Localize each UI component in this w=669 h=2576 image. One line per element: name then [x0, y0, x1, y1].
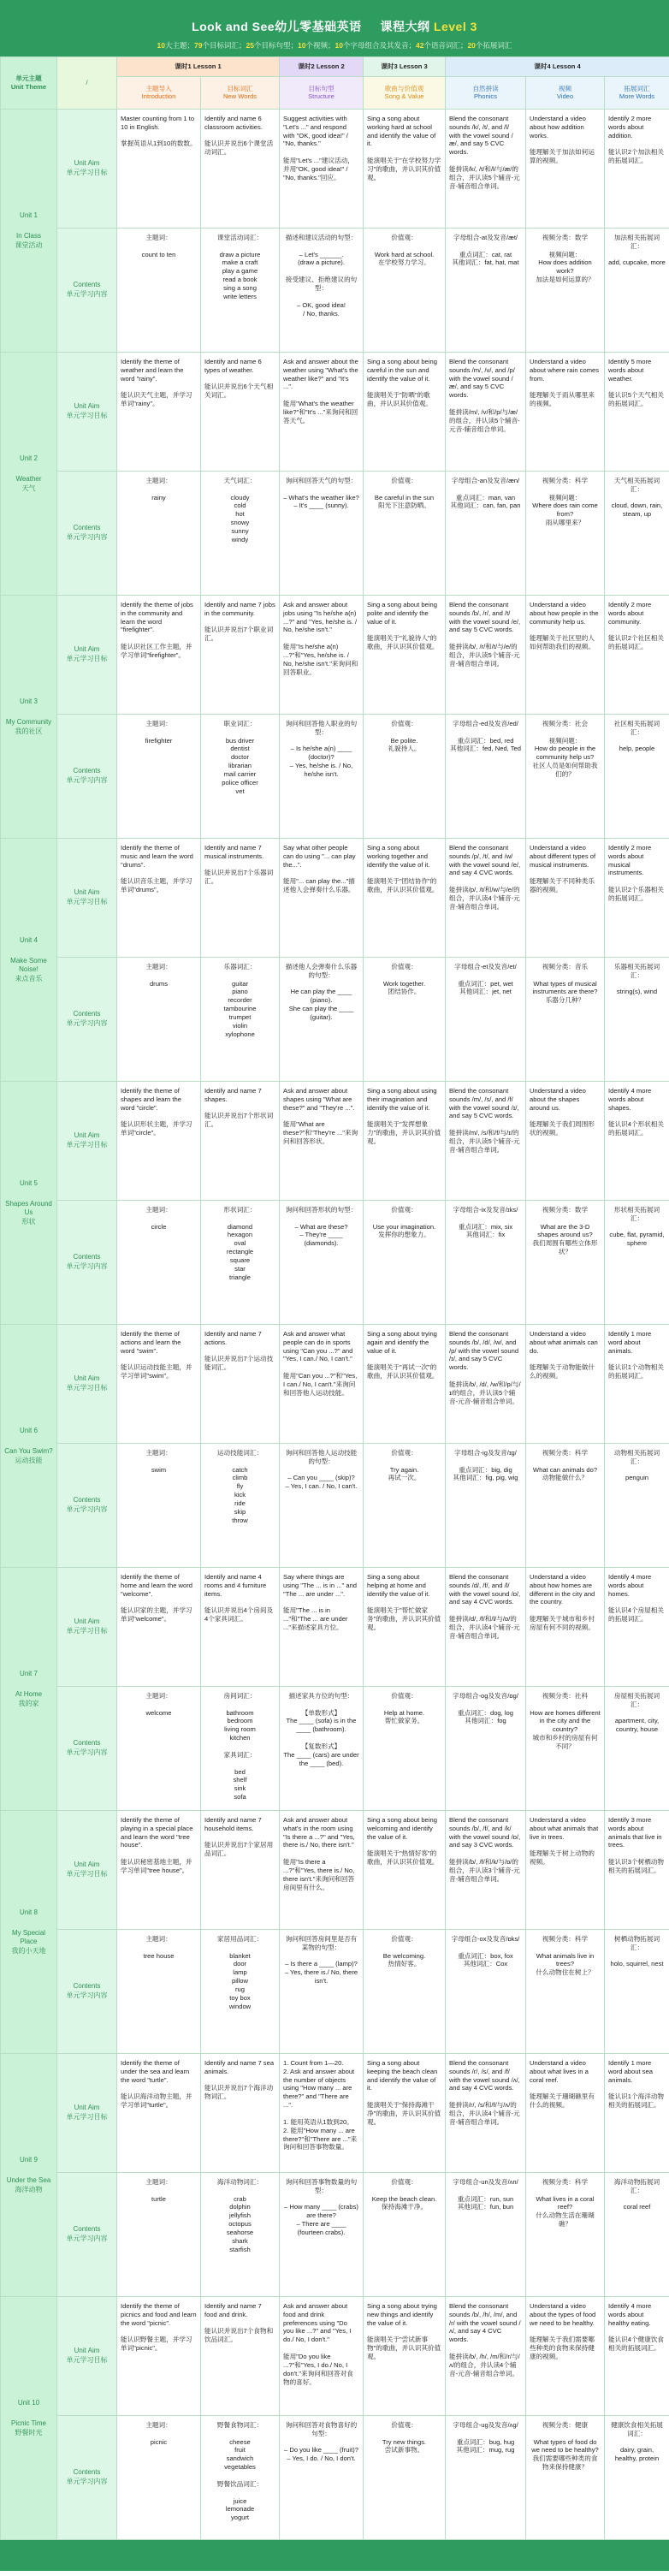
- content-cell: 加法相关拓展词汇： add, cupcake, more: [605, 228, 669, 352]
- content-cell: 房屋相关拓展词汇： apartment, city, country, house: [605, 1686, 669, 1810]
- content-cell: 主题词： circle: [117, 1200, 201, 1324]
- aim-cell: Understand a video about how homes are different in the city and the country. 能理解关于城市和乡村房屋有何不同的视频。: [526, 1567, 605, 1686]
- aim-cell: Understand a video about what lives in a coral reef. 能理解关于珊瑚礁里有什么的视频。: [526, 2053, 605, 2172]
- content-cell: 描述他人会弹奏什么乐器的句型： He can play the ____ (piano). She can play the ____ (guitar).: [280, 957, 364, 1081]
- content-cell: 视频分类：数学 视频问题： How does addition work? 加法是如何运算的？: [526, 228, 605, 352]
- page-title: [0, 19, 669, 34]
- unit-content-row: [1, 957, 669, 1081]
- unit-aim-label: Unit Aim 单元学习目标: [57, 1324, 117, 1443]
- content-cell: 家居用品词汇： blanket door lamp pillow rug toy box window: [201, 1929, 280, 2053]
- unit-aim-label: Unit Aim 单元学习目标: [57, 352, 117, 471]
- sub-header-more-words: 拓展词汇 More Words: [605, 76, 669, 109]
- content-cell: 视频分类：音乐 What types of musical instruments are there? 乐器分几种？: [526, 957, 605, 1081]
- unit-content-label: Contents 单元学习内容: [57, 2172, 117, 2296]
- unit-zh: 来点音乐: [15, 974, 43, 982]
- aim-cell: Ask and answer about food and drink preferences using "Do you like ...?" and "Yes, I do./ No, I don't." 能用"Do you like ...?"和"Yes, I do./ No, I don't."来询问和回答对食物的喜好。: [280, 2296, 364, 2415]
- unit-aim-label: Unit Aim 单元学习目标: [57, 595, 117, 714]
- unit-aim-row: [1, 109, 669, 228]
- content-cell: 主题词： swim: [117, 1443, 201, 1567]
- unit-theme-header: 单元主题 Unit Theme: [1, 57, 57, 110]
- aim-cell: Sing a song about trying new things and identify the value of it. 能演唱关于"尝试新事物"的歌曲，并认识其价值观。: [364, 2296, 446, 2415]
- slash-header: /: [57, 57, 117, 110]
- content-cell: 海洋动物拓展词汇： coral reef: [605, 2172, 669, 2296]
- aim-cell: Understand a video about what animals that live in trees. 能理解关于树上动物的视频。: [526, 1810, 605, 1929]
- sub-header-introduction: 主题导入 Introduction: [117, 76, 201, 109]
- stat-label: 个拓展词汇: [475, 41, 512, 50]
- unit-content-row: [1, 714, 669, 838]
- sub-header-video: 视频 Video: [526, 76, 605, 109]
- unit-content-row: [1, 2415, 669, 2539]
- content-cell: 视频分类：科学 What lives in a coral reef? 什么动物生活在珊瑚礁？: [526, 2172, 605, 2296]
- content-cell: 树栖动物拓展词汇： holo, squirrel, nest: [605, 1929, 669, 2053]
- content-cell: 天气相关拓展词汇： cloud, down, rain, steam, up: [605, 471, 669, 595]
- unit-name: In Class: [16, 232, 41, 240]
- content-cell: 主题词： count to ten: [117, 228, 201, 352]
- aim-cell: Sing a song about working together and identify the value of it. 能演唱关于"团结协作"的歌曲，并认识其价值观。: [364, 838, 446, 957]
- content-cell: 字母组合-ox及发音/ɒks/ 重点词汇：box, fox 其他词汇：Cox: [446, 1929, 526, 2053]
- aim-cell: Identify the theme of jobs in the community and learn the word "firefighter". 能认识社区工作主题，并学习单词"firefighter"。: [117, 595, 201, 714]
- unit-content-row: [1, 1200, 669, 1324]
- aim-cell: Identify the theme of playing in a special place and learn the word "tree house". 能认识秘密基地主题，并学习单词"tree house"。: [117, 1810, 201, 1929]
- aim-cell: Identify and name 7 food and drink. 能认识并说出7个食物和饮品词汇。: [201, 2296, 280, 2415]
- unit-name: Make Some Noise!: [10, 956, 47, 974]
- unit-name: At Home: [15, 1690, 43, 1699]
- content-cell: 字母组合-ed及发音/ed/ 重点词汇：bed, red 其他词汇：fed, Ned, Ted: [446, 714, 526, 838]
- unit-content-row: [1, 1686, 669, 1810]
- aim-cell: Sing a song about keeping the beach clean and identify the value of it. 能演唱关于"保持海滩干净"的歌曲，并认识其价值观。: [364, 2053, 446, 2172]
- unit-content-label: Contents 单元学习内容: [57, 1200, 117, 1324]
- title-outline: 课程大纲: [380, 20, 430, 33]
- aim-cell: Identify 5 more words about weather. 能认识5个天气相关的拓展词汇。: [605, 352, 669, 471]
- content-cell: 主题词： rainy: [117, 471, 201, 595]
- aim-cell: Blend the consonant sounds /k/, /t/, and /l/ with the vowel sound /æ/, and say 5 CVC words. 能拼读/k/, /t/和/l/与/æ/的组合，并认读5个辅音-元音-辅音组合单词。: [446, 109, 526, 228]
- stat-label: 个视频；: [305, 41, 335, 50]
- unit-theme-cell: [1, 595, 57, 838]
- aim-cell: Blend the consonant sounds /b/, /h/, /m/, and /r/ with the vowel sound /ʌ/, and say 4 CVC words. 能拼读/b/, /h/, /m/和/r/与/ʌ/的组合，并认读4个辅音-元音-辅音组合单词。: [446, 2296, 526, 2415]
- unit-zh: 野餐时光: [15, 2428, 43, 2437]
- aim-cell: Identify and name 7 sea animals. 能认识并说出7个海洋动物词汇。: [201, 2053, 280, 2172]
- unit-zh: 课堂活动: [15, 240, 43, 249]
- aim-cell: Identify and name 7 musical instruments. 能认识并说出7个乐器词汇。: [201, 838, 280, 957]
- unit-theme-cell: [1, 2053, 57, 2296]
- aim-cell: Ask and answer about what's in the room using "Is there a ...?" and "Yes, there is./ No, there isn't." 能用"Is there a ...?"和"Yes, there is./ No, there isn't."来询问和回答房间里有什么。: [280, 1810, 364, 1929]
- content-cell: 形状相关拓展词汇： cube, flat, pyramid, sphere: [605, 1200, 669, 1324]
- aim-cell: Identify the theme of actions and learn the word "swim". 能认识运动技能主题，并学习单词"swim"。: [117, 1324, 201, 1443]
- aim-cell: Ask and answer about the weather using "What's the weather like?" and "It's ...". 能用"What's the weather like?"和"It's ..."来询问和回答天气。: [280, 352, 364, 471]
- content-cell: 野餐食物词汇： cheese fruit sandwich vegetables 野餐饮品词汇： juice lemonade yogurt: [201, 2415, 280, 2539]
- unit-content-label: Contents 单元学习内容: [57, 1686, 117, 1810]
- unit-zh: 运动技能: [15, 1456, 43, 1464]
- content-cell: 价值观： Use your imagination. 发挥你的想象力。: [364, 1200, 446, 1324]
- aim-cell: Understand a video about how people in the community help us. 能理解关于社区里的人如何帮助我们的视频。: [526, 595, 605, 714]
- content-cell: 字母组合-ig及发音/ɪg/ 重点词汇：big, dig 其他词汇：fig, pig, wig: [446, 1443, 526, 1567]
- content-cell: 价值观： Be polite. 礼貌待人。: [364, 714, 446, 838]
- aim-cell: Identify 3 more words about animals that live in trees. 能认识3个树栖动物相关的拓展词汇。: [605, 1810, 669, 1929]
- unit-unit: Unit 5: [20, 1178, 38, 1187]
- unit-aim-row: [1, 1810, 669, 1929]
- unit-unit: Unit 1: [20, 211, 38, 219]
- unit-name: Weather: [15, 475, 42, 484]
- unit-content-label: Contents 单元学习内容: [57, 1929, 117, 2053]
- unit-zh: 形状: [21, 1217, 36, 1226]
- aim-cell: Sing a song about working hard at school and identify the value of it. 能演唱关于"在学校努力学习"的歌曲，并认识其价值观。: [364, 109, 446, 228]
- unit-unit: Unit 10: [17, 2398, 40, 2407]
- unit-content-label: Contents 单元学习内容: [57, 2415, 117, 2539]
- content-cell: 课堂活动词汇： draw a picture make a craft play a game read a book sing a song write letters: [201, 228, 280, 352]
- aim-cell: Understand a video about how addition works. 能理解关于加法如何运算的视频。: [526, 109, 605, 228]
- content-cell: 社区相关拓展词汇： help, people: [605, 714, 669, 838]
- content-cell: 价值观： Try new things. 尝试新事物。: [364, 2415, 446, 2539]
- unit-name: Shapes Around Us: [5, 1199, 52, 1217]
- aim-cell: Blend the consonant sounds /b/, /r/, and /t/ with the vowel sound /e/, and say 5 CVC words. 能拼读/b/, /r/和/t/与/e/的组合，并认读5个辅音-元音-辅音组合单词。: [446, 595, 526, 714]
- content-cell: 询问和回答天气的句型： – What's the weather like? – It's ____ (sunny).: [280, 471, 364, 595]
- content-cell: 视频分类：社会 视频问题： How do people in the community help us? 社区人员是如何帮助我们的？: [526, 714, 605, 838]
- aim-cell: Understand a video about different types of musical instruments. 能理解关于不同种类乐器的视频。: [526, 838, 605, 957]
- unit-theme-cell: [1, 352, 57, 595]
- content-cell: 健康饮食相关拓展词汇： dairy, grain, healthy, protein: [605, 2415, 669, 2539]
- page-footer: [0, 2540, 669, 2571]
- content-cell: 价值观： Work together. 团结协作。: [364, 957, 446, 1081]
- lesson3-header: 课时3 Lesson 3: [364, 57, 446, 77]
- unit-theme-cell: [1, 1567, 57, 1810]
- aim-cell: Understand a video about what animals can do. 能理解关于动物能做什么的视频。: [526, 1324, 605, 1443]
- content-cell: 字母组合-et及发音/et/ 重点词汇：pet, wet 其他词汇：jet, net: [446, 957, 526, 1081]
- unit-zh: 我的小天地: [11, 1946, 46, 1955]
- aim-cell: Say where things are using "The ... is in ..." and "The ... are under ...". 能用"The ... is in ..."和"The ... are under ..."来描述家具方位。: [280, 1567, 364, 1686]
- content-cell: 字母组合-ix及发音/ɪks/ 重点词汇：mix, six 其他词汇：fix: [446, 1200, 526, 1324]
- aim-cell: Identify 1 more word about animals. 能认识1个动物相关的拓展词汇。: [605, 1324, 669, 1443]
- aim-cell: Identify 4 more words about healthy eating. 能认识4个健康饮食相关的拓展词汇。: [605, 2296, 669, 2415]
- unit-aim-label: Unit Aim 单元学习目标: [57, 2053, 117, 2172]
- aim-cell: Blend the consonant sounds /b/, /d/, /w/, and /p/ with the vowel sound /ɪ/, and say 5 CVC words. 能拼读/b/, /d/, /w/和/p/与/ɪ/的组合，并认读5个辅音-元音-辅音组合单词。: [446, 1324, 526, 1443]
- unit-theme-cell: [1, 1324, 57, 1567]
- aim-cell: Ask and answer what people can do in sports using "Can you ...?" and "Yes, I can./ No, I can't." 能用"Can you ...?"和"Yes, I can./ No, I can't."来询问和回答他人运动技能。: [280, 1324, 364, 1443]
- content-cell: 视频分类：数学 What are the 3-D shapes around us? 我们周围有哪些立体形状？: [526, 1200, 605, 1324]
- content-cell: 价值观： Be welcoming. 热情好客。: [364, 1929, 446, 2053]
- aim-cell: Sing a song about being welcoming and identify the value of it. 能演唱关于"热情好客"的歌曲，并认识其价值观。: [364, 1810, 446, 1929]
- aim-cell: Sing a song about using their imagination and identify the value of it. 能演唱关于"发挥想象力"的歌曲，并认识其价值观。: [364, 1081, 446, 1200]
- aim-cell: Identify 2 more words about addition. 能认识2个加法相关的拓展词汇。: [605, 109, 669, 228]
- unit-theme-cell: [1, 1810, 57, 2053]
- content-cell: 字母组合-un及发音/ʌn/ 重点词汇：run, sun 其他词汇：fun, bun: [446, 2172, 526, 2296]
- content-cell: 视频分类：社科 How are homes different in the city and the country? 城市和乡村的房屋有何不同？: [526, 1686, 605, 1810]
- content-cell: 主题词： tree house: [117, 1929, 201, 2053]
- syllabus-table: [0, 56, 669, 2540]
- content-cell: 字母组合-og及发音/ɒg/ 重点词汇：dog, log 其他词汇：fog: [446, 1686, 526, 1810]
- stat-number: 10: [298, 41, 306, 50]
- aim-cell: Identify the theme of music and learn the word "drums". 能认识音乐主题，并学习单词"drums"。: [117, 838, 201, 957]
- stat-label: 大主题；: [165, 41, 195, 50]
- unit-unit: Unit 2: [20, 454, 38, 462]
- unit-aim-row: [1, 1324, 669, 1443]
- aim-cell: Identify the theme of home and learn the word "welcome". 能认识家的主题，并学习单词"welcome"。: [117, 1567, 201, 1686]
- sub-header-song-value: 歌曲与价值观 Song & Value: [364, 76, 446, 109]
- unit-aim-label: Unit Aim 单元学习目标: [57, 838, 117, 957]
- content-cell: 询问和回答事物数量的句型： – How many ____ (crabs) are there? – There are ____ (fourteen crabs).: [280, 2172, 364, 2296]
- aim-cell: Sing a song about being polite and identify the value of it. 能演唱关于"礼貌待人"的歌曲，并认识其价值观。: [364, 595, 446, 714]
- unit-zh: 我的社区: [15, 727, 43, 735]
- title-level: Level 3: [433, 20, 477, 33]
- content-cell: 主题词： drums: [117, 957, 201, 1081]
- unit-aim-row: [1, 1567, 669, 1686]
- aim-cell: Understand a video about the types of food we need to be healthy. 能理解关于我们需要哪些种类的食物来保持健康的视频。: [526, 2296, 605, 2415]
- aim-cell: Identify and name 6 classroom activities. 能认识并说出6个课堂活动词汇。: [201, 109, 280, 228]
- content-cell: 询问和回答他人职业的句型： – Is he/she a(n) ____ (doctor)? – Yes, he/she is. / No, he/she isn't.: [280, 714, 364, 838]
- content-cell: 描述家具方位的句型： 【单数形式】 The ____ (sofa) is in the ____ (bathroom). 【复数形式】 The ____ (cars) are under the ____ (bed).: [280, 1686, 364, 1810]
- content-cell: 价值观： Work hard at school. 在学校努力学习。: [364, 228, 446, 352]
- unit-content-label: Contents 单元学习内容: [57, 957, 117, 1081]
- lesson4-header: 课时4 Lesson 4: [446, 57, 669, 77]
- content-cell: 海洋动物词汇： crab dolphin jellyfish octopus seahorse shark starfish: [201, 2172, 280, 2296]
- lesson2-header: 课时2 Lesson 2: [280, 57, 364, 77]
- lesson1-header: 课时1 Lesson 1: [117, 57, 280, 77]
- unit-content-label: Contents 单元学习内容: [57, 228, 117, 352]
- content-cell: 询问和回答形状的句型： – What are these? – They're ____ (diamonds).: [280, 1200, 364, 1324]
- aim-cell: Blend the consonant sounds /d/, /f/, and /l/ with the vowel sound /ɒ/, and say 4 CVC words. 能拼读/d/, /f/和/l/与/ɒ/的组合，并认读4个辅音-元音-辅音组合单词。: [446, 1567, 526, 1686]
- aim-cell: Identify the theme of shapes and learn the word "circle". 能认识形状主题，并学习单词"circle"。: [117, 1081, 201, 1200]
- unit-aim-label: Unit Aim 单元学习目标: [57, 1081, 117, 1200]
- unit-unit: Unit 3: [20, 697, 38, 705]
- content-cell: 动物相关拓展词汇： penguin: [605, 1443, 669, 1567]
- aim-cell: Identify 1 more word about sea animals. 能认识1个海洋动物相关的拓展词汇。: [605, 2053, 669, 2172]
- unit-name: Picnic Time: [11, 2419, 46, 2428]
- unit-name: My Special Place: [11, 1928, 46, 1946]
- aim-cell: Blend the consonant sounds /p/, /t/, and /w/ with the vowel sound /e/, and say 4 CVC words. 能拼读/p/, /t/和/w/与/e/的组合，并认读4个辅音-元音-辅音组合单词。: [446, 838, 526, 957]
- unit-theme-cell: [1, 838, 57, 1081]
- unit-aim-row: [1, 595, 669, 714]
- aim-cell: Blend the consonant sounds /m/, /v/, and /p/ with the vowel sound /æ/, and say 5 CVC words. 能拼读/m/, /v/和/p/与/æ/的组合，并认读5个辅音-元音-辅音组合单词。: [446, 352, 526, 471]
- sub-header-structure: 目标句型 Structure: [280, 76, 364, 109]
- content-cell: 价值观： Keep the beach clean. 保持海滩干净。: [364, 2172, 446, 2296]
- unit-unit: Unit 6: [20, 1426, 38, 1434]
- stat-label: 个语音词汇；: [423, 41, 468, 50]
- stat-label: 个目标句型；: [253, 41, 298, 50]
- unit-aim-label: Unit Aim 单元学习目标: [57, 1567, 117, 1686]
- unit-name: My Community: [5, 718, 52, 727]
- page-header: [0, 0, 669, 56]
- aim-cell: Identify and name 7 shapes. 能认识并说出7个形状词汇。: [201, 1081, 280, 1200]
- unit-content-row: [1, 1443, 669, 1567]
- aim-cell: Identify and name 7 jobs in the community. 能认识并说出7个职业词汇。: [201, 595, 280, 714]
- aim-cell: Blend the consonant sounds /m/, /s/, and /f/ with the vowel sound /ɪ/, and say 5 CVC words. 能拼读/m/, /s/和/f/与/ɪ/的组合，并认读5个辅音-元音-辅音组合单词。: [446, 1081, 526, 1200]
- unit-aim-label: Unit Aim 单元学习目标: [57, 1810, 117, 1929]
- unit-zh: 我的家: [18, 1699, 39, 1707]
- content-cell: 房间词汇： bathroom bedroom living room kitchen 家具词汇： bed shelf sink sofa: [201, 1686, 280, 1810]
- stat-label: 个目标词汇；: [202, 41, 246, 50]
- unit-content-row: [1, 228, 669, 352]
- content-cell: 主题词： firefighter: [117, 714, 201, 838]
- content-cell: 主题词： turtle: [117, 2172, 201, 2296]
- aim-cell: Sing a song about helping at home and identify the value of it. 能演唱关于"帮忙做家务"的歌曲，并认识其价值观。: [364, 1567, 446, 1686]
- unit-aim-row: [1, 1081, 669, 1200]
- content-cell: 价值观： Help at home. 帮忙做家务。: [364, 1686, 446, 1810]
- content-cell: 字母组合-an及发音/æn/ 重点词汇：man, van 其他词汇：can, fan, pan: [446, 471, 526, 595]
- unit-aim-label: Unit Aim 单元学习目标: [57, 109, 117, 228]
- aim-cell: Identify and name 4 rooms and 4 furniture items. 能认识并说出4个房间及4个家具词汇。: [201, 1567, 280, 1686]
- content-cell: 询问和回答对食物喜好的句型： – Do you like ____ (fruit)? – Yes, I do. / No, I don't.: [280, 2415, 364, 2539]
- aim-cell: Say what other people can do using "... can play the...". 能用"... can play the..."描述他人会弹奏什么乐器。: [280, 838, 364, 957]
- aim-cell: Sing a song about being careful in the sun and identify the value of it. 能演唱关于"防晒"的歌曲，并认识其价值观。: [364, 352, 446, 471]
- stat-number: 79: [194, 41, 203, 50]
- unit-zh: 天气: [21, 484, 36, 492]
- stat-number: 10: [334, 41, 343, 50]
- unit-theme-cell: [1, 1081, 57, 1324]
- unit-zh: 海洋动物: [15, 2185, 43, 2193]
- content-cell: 视频分类：科学 What animals live in trees? 什么动物住在树上？: [526, 1929, 605, 2053]
- unit-content-label: Contents 单元学习内容: [57, 471, 117, 595]
- content-cell: 形状词汇： diamond hexagon oval rectangle square star triangle: [201, 1200, 280, 1324]
- unit-content-row: [1, 2172, 669, 2296]
- aim-cell: Identify and name 7 household items. 能认识并说出7个家居用品词汇。: [201, 1810, 280, 1929]
- content-cell: 价值观： Be careful in the sun 阳光下注意防晒。: [364, 471, 446, 595]
- stat-number: 25: [246, 41, 254, 50]
- stat-label: 个字母组合及其发音；: [342, 41, 416, 50]
- aim-cell: Identify 2 more words about musical instruments. 能认识2个乐器相关的拓展词汇。: [605, 838, 669, 957]
- content-cell: 乐器词汇： guitar piano recorder tambourine trumpet violin xylophone: [201, 957, 280, 1081]
- sub-header-new-words: 目标词汇 New Words: [201, 76, 280, 109]
- aim-cell: Understand a video about the shapes around us. 能理解关于我们周围形状的视频。: [526, 1081, 605, 1200]
- title-main: Look and See幼儿零基础英语: [192, 20, 362, 33]
- course-stats: [0, 41, 669, 50]
- unit-aim-row: [1, 838, 669, 957]
- unit-content-row: [1, 1929, 669, 2053]
- stat-number: 10: [157, 41, 166, 50]
- aim-cell: Identify 2 more words about community. 能认识2个社区相关的拓展词汇。: [605, 595, 669, 714]
- aim-cell: Identify the theme of weather and learn the word "rainy". 能认识天气主题，并学习单词"rainy"。: [117, 352, 201, 471]
- content-cell: 主题词： picnic: [117, 2415, 201, 2539]
- stat-number: 20: [467, 41, 476, 50]
- content-cell: 运动技能词汇： catch climb fly kick ride skip throw: [201, 1443, 280, 1567]
- aim-cell: Suggest activities with "Let's ..." and respond with "OK, good idea!" / "No, thanks." 能用"Let's ..."建议活动，并用"OK, good idea!" / "No, thanks."回应。: [280, 109, 364, 228]
- unit-theme-cell: [1, 2296, 57, 2539]
- unit-aim-label: Unit Aim 单元学习目标: [57, 2296, 117, 2415]
- aim-cell: Identify the theme of under the sea and learn the word "turtle". 能认识海洋动物主题，并学习单词"turtle"。: [117, 2053, 201, 2172]
- content-cell: 描述和建议活动的句型： – Let's ______. (draw a picture). 接受建议、拒绝建议的句型： – OK, good idea! / No, thanks.: [280, 228, 364, 352]
- content-cell: 视频分类：科学 What can animals do? 动物能做什么？: [526, 1443, 605, 1567]
- unit-aim-row: [1, 352, 669, 471]
- aim-cell: Identify 4 more words about homes. 能认识4个房屋相关的拓展词汇。: [605, 1567, 669, 1686]
- unit-unit: Unit 4: [20, 935, 38, 944]
- aim-cell: Sing a song about trying again and identify the value of it. 能演唱关于"再试一次"的歌曲，并认识其价值观。: [364, 1324, 446, 1443]
- content-cell: 询问和回答房间里是否有某物的句型： – Is there a ____ (lamp)? – Yes, there is./ No, there isn't.: [280, 1929, 364, 2053]
- content-cell: 视频分类：科学 视频问题： Where does rain come from? 雨从哪里来？: [526, 471, 605, 595]
- unit-name: Can You Swim?: [4, 1447, 53, 1456]
- aim-cell: Identify the theme of picnics and food and learn the word "picnic". 能认识野餐主题，并学习单词"picnic"。: [117, 2296, 201, 2415]
- content-cell: 价值观： Try again. 再试一次。: [364, 1443, 446, 1567]
- aim-cell: Ask and answer about jobs using "Is he/she a(n) ...?" and "Yes, he/she is. / No, he/she isn't." 能用"Is he/she a(n) ...?"和"Yes, he/she is. / No, he/she isn't."来询问和回答职业。: [280, 595, 364, 714]
- stat-number: 42: [415, 41, 424, 50]
- aim-cell: Understand a video about where rain comes from. 能理解关于雨从哪里来的视频。: [526, 352, 605, 471]
- unit-unit: Unit 7: [20, 1669, 38, 1677]
- unit-theme-cell: [1, 109, 57, 352]
- aim-cell: Master counting from 1 to 10 in English. 掌握英语从1到10的数数。: [117, 109, 201, 228]
- content-cell: 视频分类：健康 What types of food do we need to be healthy? 我们需要哪些种类的食物来保持健康？: [526, 2415, 605, 2539]
- content-cell: 职业词汇： bus driver dentist doctor librarian mail carrier police officer vet: [201, 714, 280, 838]
- sub-header-phonics: 自然拼读 Phonics: [446, 76, 526, 109]
- unit-aim-row: [1, 2296, 669, 2415]
- unit-content-label: Contents 单元学习内容: [57, 714, 117, 838]
- content-cell: 字母组合-at及发音/æt/ 重点词汇：cat, rat 其他词汇：fat, hat, mat: [446, 228, 526, 352]
- aim-cell: Identify 4 more words about shapes. 能认识4个形状相关的拓展词汇。: [605, 1081, 669, 1200]
- unit-unit: Unit 8: [20, 1908, 38, 1916]
- content-cell: 天气词汇： cloudy cold hot snowy sunny windy: [201, 471, 280, 595]
- aim-cell: Identify and name 6 types of weather. 能认识并说出6个天气相关词汇。: [201, 352, 280, 471]
- content-cell: 询问和回答他人运动技能的句型： – Can you ____ (skip)? – Yes, I can. / No, I can't.: [280, 1443, 364, 1567]
- aim-cell: Blend the consonant sounds /b/, /f/, and /k/ with the vowel sound /ɒ/, and say 3 CVC words. 能拼读/b/, /f/和/k/与/ɒ/的组合，并认读3个辅音-元音-辅音组合单词。: [446, 1810, 526, 1929]
- unit-content-row: [1, 471, 669, 595]
- aim-cell: Blend the consonant sounds /r/, /s/, and /f/ with the vowel sound /ʌ/, and say 4 CVC words. 能拼读/r/, /s/和/f/与/ʌ/的组合，并认读4个辅音-元音-辅音组合单词。: [446, 2053, 526, 2172]
- unit-content-label: Contents 单元学习内容: [57, 1443, 117, 1567]
- unit-aim-row: [1, 2053, 669, 2172]
- aim-cell: Ask and answer about shapes using "What are these?" and "They're ...". 能用"What are these?"和"They're ..."来询问和回答形状。: [280, 1081, 364, 1200]
- content-cell: 字母组合-ug及发音/ʌg/ 重点词汇：bug, hug 其他词汇：mug, rug: [446, 2415, 526, 2539]
- unit-name: Under the Sea: [6, 2176, 51, 2185]
- aim-cell: Identify and name 7 actions. 能认识并说出7个运动技能词汇。: [201, 1324, 280, 1443]
- content-cell: 乐器相关拓展词汇： string(s), wind: [605, 957, 669, 1081]
- unit-unit: Unit 9: [20, 2155, 38, 2163]
- content-cell: 主题词： welcome: [117, 1686, 201, 1810]
- aim-cell: 1. Count from 1—20. 2. Ask and answer about the number of objects using "How many ... are there?" and "There are ...". 1. 能用英语从1数到20。 2. 能用"How many ... are there?"和"There are ..."来询问和回答事物数量。: [280, 2053, 364, 2172]
